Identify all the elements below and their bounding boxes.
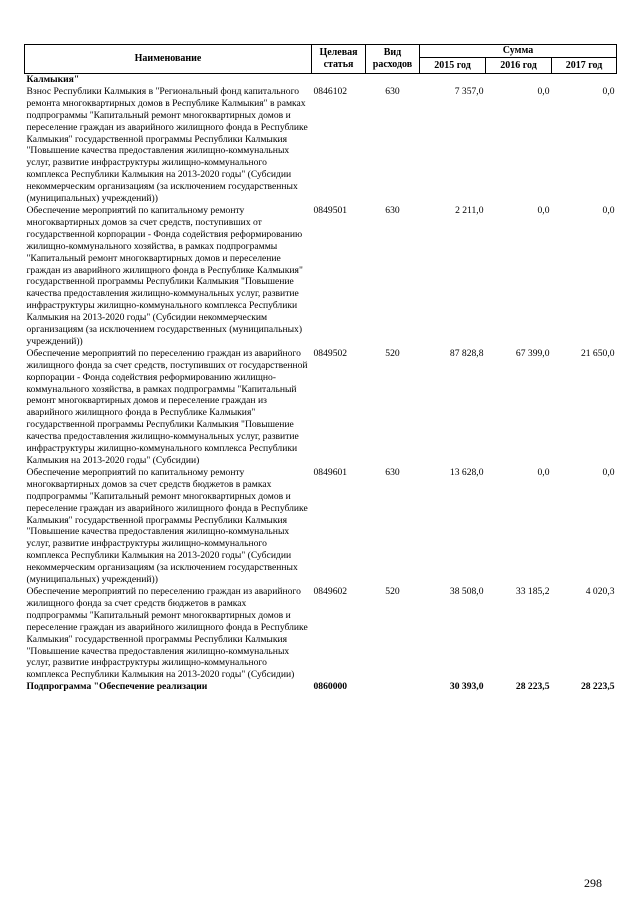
header-year-2015: 2015 год <box>420 58 486 74</box>
header-expense-kind: Вид расходов <box>366 45 420 74</box>
table-row <box>25 348 617 467</box>
header-year-2017: 2017 год <box>552 58 617 74</box>
row-name: Обеспечение мероприятий по переселению граждан из аварийного жилищного фонда за счет средств бюджетов в рамках подпрограммы "Капитальный ремонт многоквартирных домов и переселение граждан из аварийного жилищного фонда в Республике Калмыкия" государственной программы Республики Калмыкия "Повышение качества предоставления жилищно-коммунальных услуг, развитие инфраструктуры жилищно-коммунального комплекса Республики Калмыкия на 2013-2020 годы" (Субсидии) <box>26 585 308 681</box>
row-target-article: 0846102 <box>313 85 348 97</box>
row-expense-kind: 520 <box>385 347 400 359</box>
header-name: Наименование <box>25 45 312 74</box>
row-expense-kind: 520 <box>385 585 400 597</box>
row-target-article: 0860000 <box>313 681 348 693</box>
row-sum-2017: 0,0 <box>602 204 615 216</box>
row-sum-2017: 0,0 <box>602 85 615 97</box>
row-name: Обеспечение мероприятий по капитальному ремонту многоквартирных домов за счет средств, поступивших от государственной корпорации - Фонда содействия реформированию жилищно-коммунального хозяйства, в рамках подпрограммы "Капитальный ремонт многоквартирных домов и переселение граждан из аварийного жилищного фонда в Республике Калмыкия" государственной программы Республики Калмыкия "Повышение качества предоставления жилищно-коммунальных услуг, развитие инфраструктуры жилищно-коммунального комплекса Республики Калмыкия на 2013-2020 годы" (Субсидии некоммерческим организациям (за исключением государственных (муниципальных) учреждений)) <box>26 204 303 347</box>
table-row <box>25 74 617 86</box>
table-body <box>25 74 617 694</box>
row-sum-2015: 13 628,0 <box>449 466 484 478</box>
table-row <box>25 681 617 693</box>
row-expense-kind <box>366 74 420 86</box>
table-header <box>25 45 617 74</box>
row-sum-2016: 0,0 <box>537 85 550 97</box>
row-target-article: 0849501 <box>313 204 348 216</box>
row-sum-2015: 38 508,0 <box>449 585 484 597</box>
row-sum-2017: 28 223,5 <box>580 681 615 693</box>
row-target-article: 0849502 <box>313 347 348 359</box>
row-expense-kind: 630 <box>385 466 400 478</box>
row-sum-2015: 87 828,8 <box>449 347 484 359</box>
row-expense-kind <box>366 681 420 693</box>
table-row <box>25 467 617 586</box>
row-sum-2016: 67 399,0 <box>515 347 550 359</box>
row-sum-2015 <box>420 74 486 86</box>
row-target-article <box>312 74 366 86</box>
row-sum-2017: 0,0 <box>602 466 615 478</box>
row-sum-2015: 2 211,0 <box>455 204 484 216</box>
row-sum-2016: 33 185,2 <box>515 585 550 597</box>
row-sum-2016: 0,0 <box>537 466 550 478</box>
row-name: Обеспечение мероприятий по капитальному ремонту многоквартирных домов за счет средств бюджетов в рамках подпрограммы "Капитальный ремонт многоквартирных домов и переселение граждан из аварийного жилищного фонда в Республике Калмыкия" государственной программы Республики Калмыкия "Повышение качества предоставления жилищно-коммунальных услуг, развитие инфраструктуры жилищно-коммунального комплекса Республики Калмыкия на 2013-2020 годы" (Субсидии некоммерческим организациям (за исключением государственных (муниципальных) учреждений)) <box>26 466 308 586</box>
row-name: Обеспечение мероприятий по переселению граждан из аварийного жилищного фонда за счет средств, поступивших от государственной корпорации - Фонда содействия реформированию жилищно-коммунального хозяйства, в рамках подпрограммы "Капитальный ремонт многоквартирных домов и переселение граждан из аварийного жилищного фонда в Республике Калмыкия" государственной программы Республики Калмыкия "Повышение качества предоставления жилищно-коммунальных услуг, развитие инфраструктуры жилищно-коммунального комплекса Республики Калмыкия на 2013-2020 годы" (Субсидии) <box>26 347 308 466</box>
row-sum-2016: 0,0 <box>537 204 550 216</box>
row-sum-2015: 30 393,0 <box>449 681 484 693</box>
row-sum-2017: 21 650,0 <box>580 347 615 359</box>
row-name: Подпрограмма "Обеспечение реализации <box>26 681 208 693</box>
row-target-article: 0849602 <box>313 585 348 597</box>
page-number: 298 <box>584 876 602 890</box>
header-target-article: Целевая статья <box>312 45 366 74</box>
row-name: Калмыкия" <box>26 74 80 85</box>
row-expense-kind: 630 <box>385 85 400 97</box>
row-sum-2016: 28 223,5 <box>515 681 550 693</box>
row-sum-2016 <box>486 74 552 86</box>
header-sum: Сумма <box>420 45 617 58</box>
row-sum-2017 <box>552 74 617 86</box>
row-sum-2017: 4 020,3 <box>585 585 615 597</box>
table-row <box>25 86 617 205</box>
table-row <box>25 586 617 681</box>
table-row <box>25 205 617 348</box>
header-year-2016: 2016 год <box>486 58 552 74</box>
budget-table <box>24 44 617 693</box>
row-expense-kind: 630 <box>385 204 400 216</box>
row-name: Взнос Республики Калмыкия в "Региональный фонд капитального ремонта многоквартирных домов в Республике Калмыкия" в рамках подпрограммы "Капитальный ремонт многоквартирных домов и переселение граждан из аварийного жилищного фонда в Республике Калмыкия" государственной программы Республики Калмыкия "Повышение качества предоставления жилищно-коммунальных услуг, развитие инфраструктуры жилищно-коммунального комплекса Республики Калмыкия на 2013-2020 годы" (Субсидии некоммерческим организациям (за исключением государственных (муниципальных) учреждений)) <box>26 85 308 205</box>
row-target-article: 0849601 <box>313 466 348 478</box>
row-sum-2015: 7 357,0 <box>454 85 484 97</box>
